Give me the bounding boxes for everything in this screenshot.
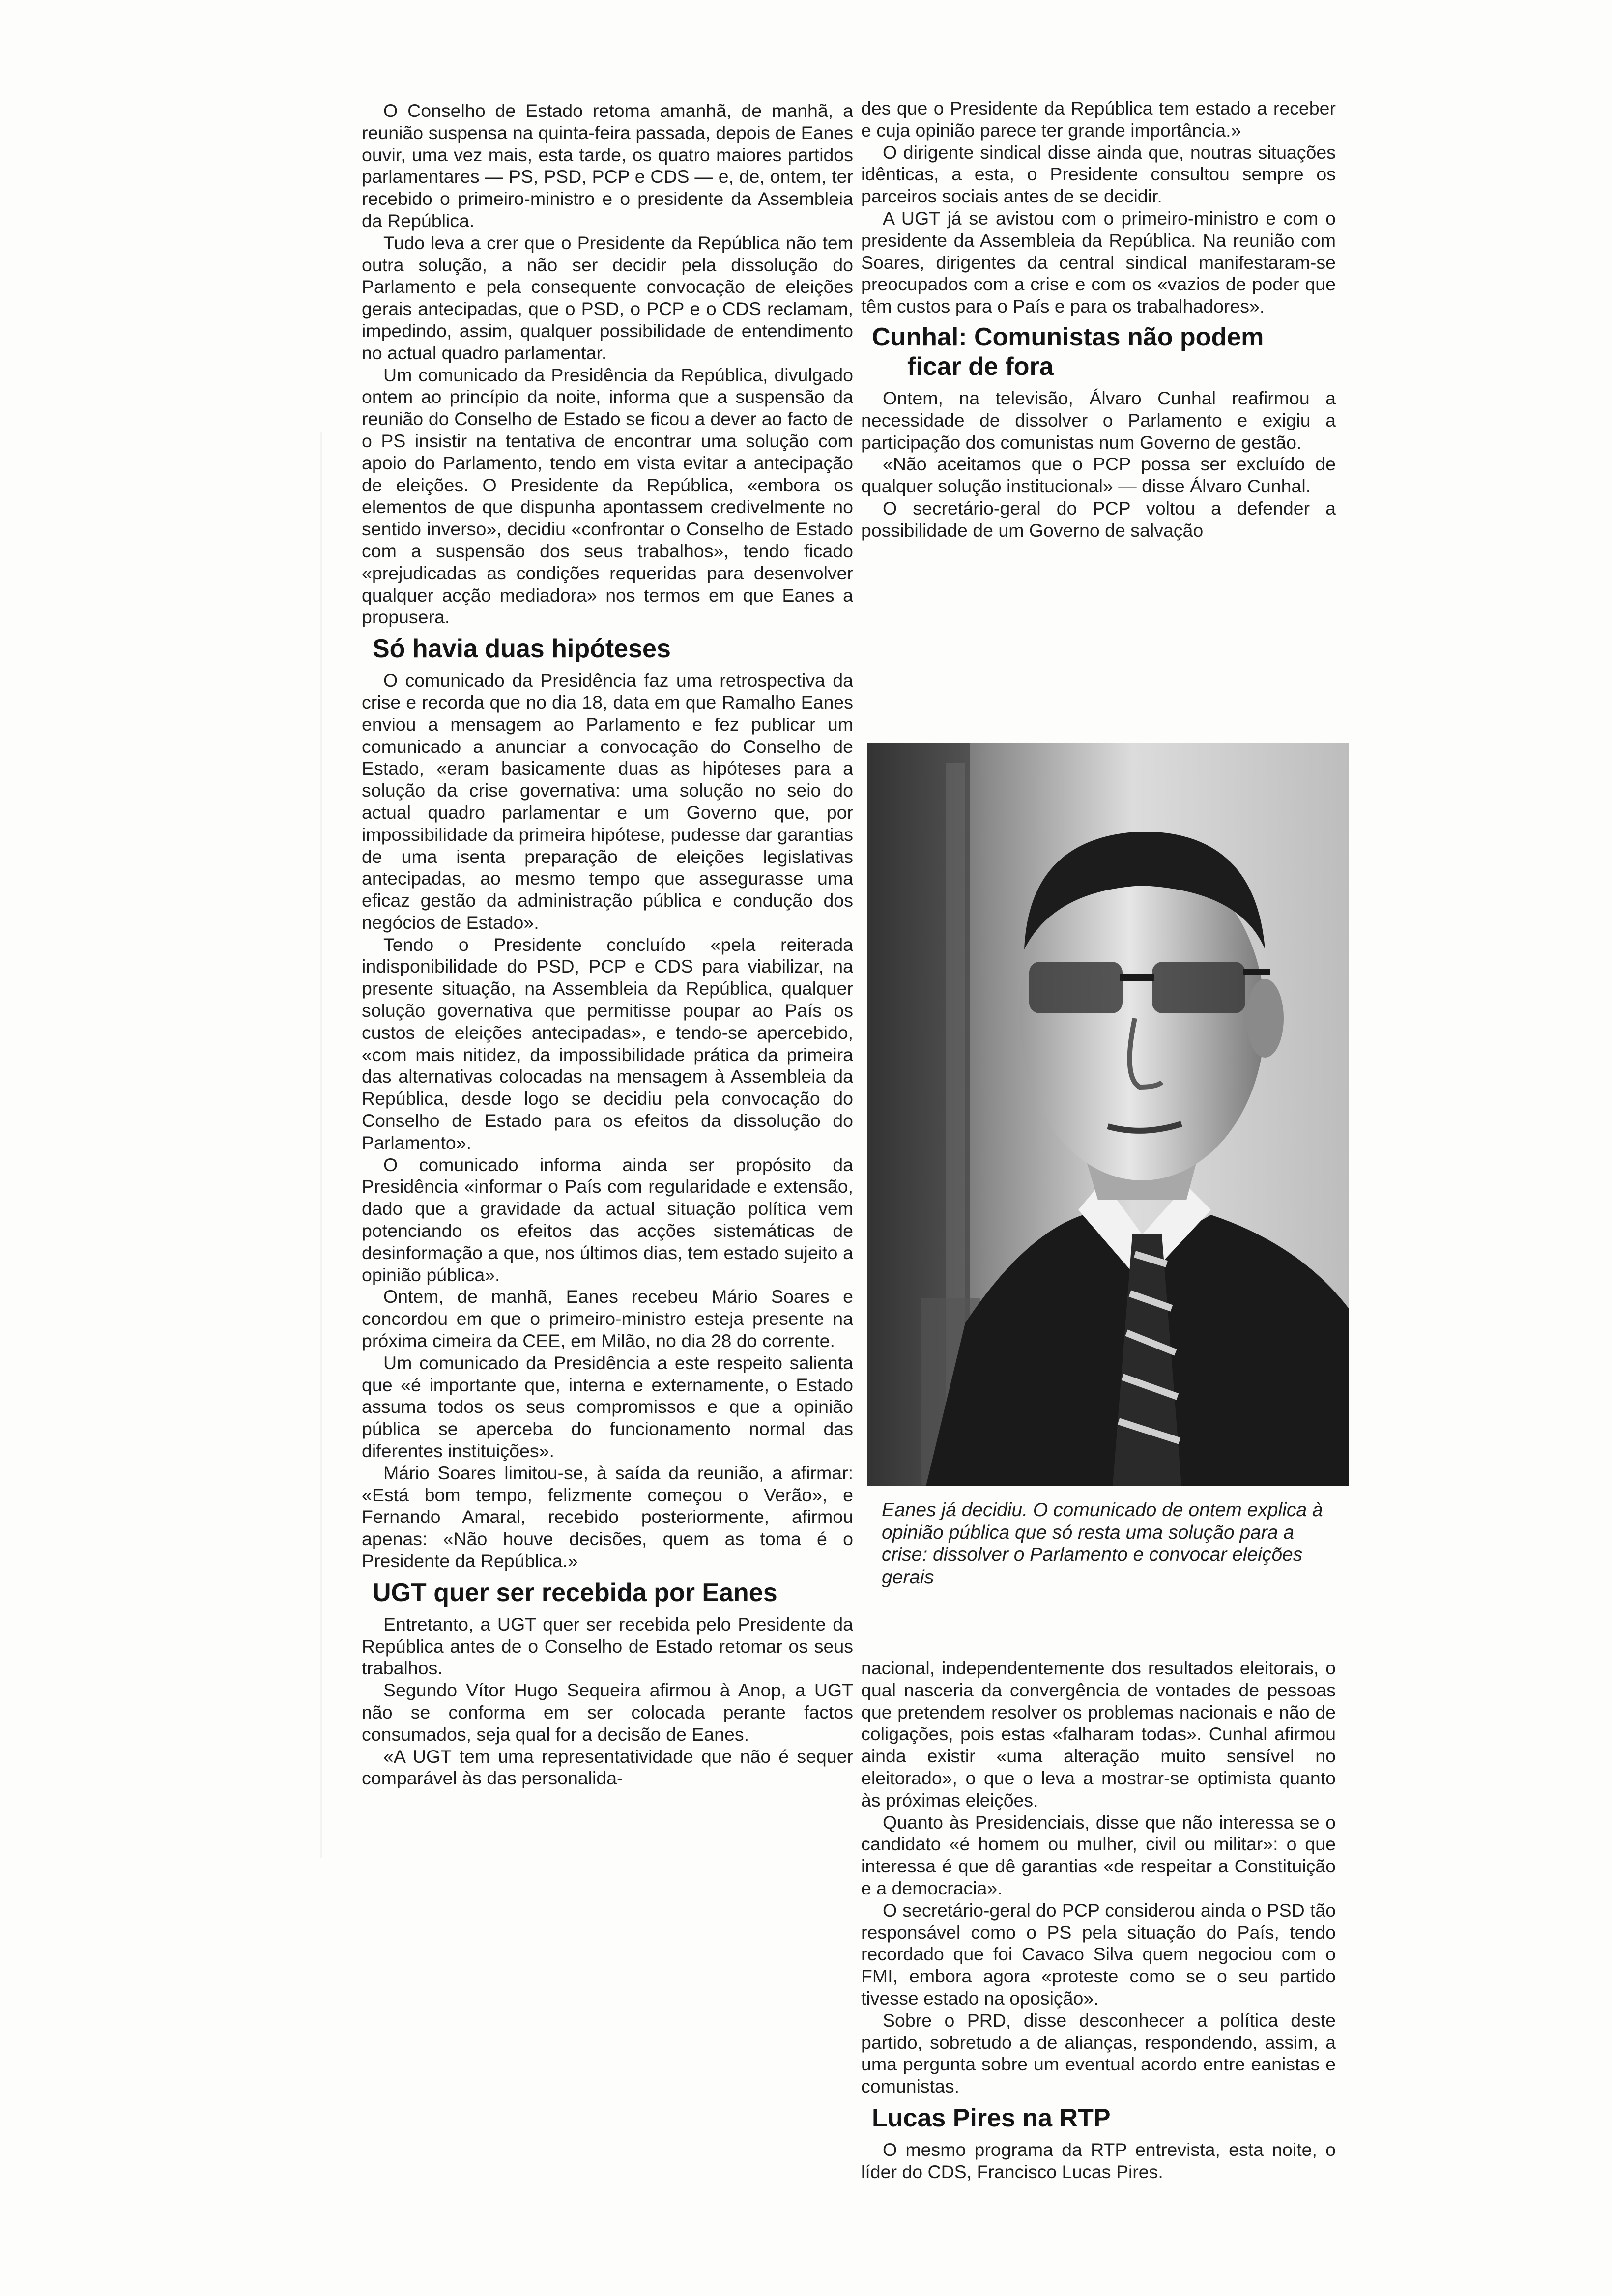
paragraph: O mesmo programa da RTP entrevista, esta noite, o líder do CDS, Francisco Lucas Pires. <box>861 2139 1336 2182</box>
paragraph: Um comunicado da Presidência a este respeito salienta que «é importante que, interna e externamente, o Estado assuma todos os seus compromissos e que a opinião pública se aperceba do funcionamento normal das diferentes instituições». <box>362 1352 853 1462</box>
subheading-hipoteses: Só havia duas hipóteses <box>373 634 671 663</box>
subheading-lucas-pires: Lucas Pires na RTP <box>872 2103 1111 2132</box>
subheading-cunhal-line1: Cunhal: Comunistas não podem <box>872 322 1264 351</box>
subheading-cunhal-line2: ficar de fora <box>907 352 1054 381</box>
portrait-image <box>867 743 1349 1486</box>
paragraph: Tudo leva a crer que o Presidente da República não tem outra solução, a não ser decidir pela dissolução do Parlamento e pela consequente convocação de eleições gerais antecipadas, que o PSD, o PCP e o CDS reclamam, impedindo, assim, qualquer possibilidade de entendimento no actual quadro parlamentar. <box>362 232 853 363</box>
paragraph: Um comunicado da Presidência da República, divulgado ontem ao princípio da noite, informa que a suspensão da reunião do Conselho de Estado se ficou a dever ao facto de o PS insistir na tentativa de encontrar uma solução com apoio do Parlamento, tendo em vista evitar a antecipação de eleições. O Presidente da República, «embora os elementos de que dispunha apontassem credivelmente no sentido inverso», decidiu «confrontar o Conselho de Estado com a suspensão dos seus trabalhos», tendo ficado «prejudicadas as condições requeridas para desenvolver qualquer acção mediadora» nos termos em que Eanes a propusera. <box>362 364 853 628</box>
left-column <box>362 100 853 1789</box>
paragraph: Ontem, de manhã, Eanes recebeu Mário Soares e concordou em que o primeiro-ministro esteja presente na próxima cimeira da CEE, em Milão, no dia 28 do corrente. <box>362 1286 853 1351</box>
paragraph-continued: des que o Presidente da República tem estado a receber e cuja opinião parece ter grande importância.» <box>861 98 1336 141</box>
right-column-bottom <box>861 1657 1336 2183</box>
paragraph: O comunicado informa ainda ser propósito da Presidência «informar o País com regularidade e extensão, dado que a gravidade da actual situação política vem potenciando os efeitos das acções sistemáticas de desinformação a que, nos últimos dias, tem estado sujeito a opinião pública». <box>362 1154 853 1285</box>
paragraph: O comunicado da Presidência faz uma retrospectiva da crise e recorda que no dia 18, data em que Ramalho Eanes enviou a mensagem ao Parlamento e fez publicar um comunicado a anunciar a convocação do Conselho de Estado, «eram basicamente duas as hipóteses para a solução da crise governativa: uma solução no seio do actual quadro parlamentar e um Governo que, por impossibilidade da primeira hipótese, pudesse dar garantias de uma isenta preparação de eleições legislativas antecipadas, ao mesmo tempo que assegurasse uma eficaz gestão da administração pública e condução dos negócios de Estado». <box>362 670 853 933</box>
subheading-ugt: UGT quer ser recebida por Eanes <box>373 1578 777 1607</box>
paragraph-continued: nacional, independentemente dos resultados eleitorais, o qual nasceria da convergência de vontades de pessoas que pretendem resolver os problemas nacionais e não de coligações, pois estas «falharam todas». Cunhal afirmou ainda existir «uma alteração muito sensível no eleitorado», o que o leva a mostrar-se optimista quanto às próximas eleições. <box>861 1658 1336 1810</box>
right-column-top <box>861 97 1336 542</box>
paragraph: O dirigente sindical disse ainda que, noutras situações idênticas, a esta, o Presidente consultou sempre os parceiros sociais antes de se decidir. <box>861 142 1336 207</box>
paragraph: Mário Soares limitou-se, à saída da reunião, a afirmar: «Está bom tempo, felizmente começou o Verão», e Fernando Amaral, recebido posteriormente, afirmou apenas: «Não houve decisões, quem as toma é o Presidente da República.» <box>362 1462 853 1571</box>
scan-margin-shadow <box>320 432 322 1858</box>
paragraph: Segundo Vítor Hugo Sequeira afirmou à Anop, a UGT não se conforma em ser colocada perante factos consumados, seja qual for a decisão de Eanes. <box>362 1680 853 1745</box>
paragraph: Tendo o Presidente concluído «pela reiterada indisponibilidade do PSD, PCP e CDS para viabilizar, na presente situação, na Assembleia da República, qualquer solução governativa que permitisse poupar ao País os custos de eleições antecipadas», e tendo-se apercebido, «com mais nitidez, da impossibilidade prática da primeira das alternativas colocadas na mensagem à Assembleia da República, desde logo se decidiu pela convocação do Conselho de Estado para os efeitos da dissolução do Parlamento». <box>362 934 853 1153</box>
portrait-photo <box>867 743 1349 1486</box>
paragraph: Sobre o PRD, disse desconhecer a política deste partido, sobretudo a de alianças, respondendo, assim, a uma pergunta sobre um eventual acordo entre eanistas e comunistas. <box>861 2009 1336 2097</box>
paragraph: O Conselho de Estado retoma amanhã, de manhã, a reunião suspensa na quinta-feira passada, depois de Eanes ouvir, uma vez mais, esta tarde, os quatro maiores partidos parlamentares — PS, PSD, PCP e CDS — e, de, ontem, ter recebido o primeiro-ministro e o presidente da Assembleia da República. <box>362 100 853 231</box>
subheading-cunhal <box>872 322 1336 381</box>
paragraph: O secretário-geral do PCP considerou ainda o PSD tão responsável como o PS pela situação do País, tendo recordado que foi Cavaco Silva quem negociou com o FMI, embora agora «proteste como se o seu partido tivesse estado na oposição». <box>861 1899 1336 2009</box>
paragraph: Entretanto, a UGT quer ser recebida pelo Presidente da República antes de o Conselho de Estado retomar os seus trabalhos. <box>362 1613 853 1679</box>
paragraph: A UGT já se avistou com o primeiro-ministro e com o presidente da Assembleia da República. Na reunião com Soares, dirigentes da central sindical manifestaram-se preocupados com a crise e com os «vazios de poder que têm custos para o País e para os trabalhadores». <box>861 207 1336 317</box>
paragraph: «A UGT tem uma representatividade que não é sequer comparável às das personalida- <box>362 1746 853 1789</box>
paragraph: O secretário-geral do PCP voltou a defender a possibilidade de um Governo de salvação <box>861 497 1336 541</box>
paragraph: Ontem, na televisão, Álvaro Cunhal reafirmou a necessidade de dissolver o Parlamento e exigiu a participação dos comunistas num Governo de gestão. <box>861 387 1336 453</box>
paragraph: Quanto às Presidenciais, disse que não interessa se o candidato «é homem ou mulher, civil ou militar»: o que interessa é que dê garantias «de respeitar a Constituição e a democracia». <box>861 1811 1336 1898</box>
paragraph: «Não aceitamos que o PCP possa ser excluído de qualquer solução institucional» — disse Álvaro Cunhal. <box>861 454 1336 497</box>
photo-caption: Eanes já decidiu. O comunicado de ontem explica à opinião pública que só resta uma solução para a crise: dissolver o Parlamento e convocar eleições gerais <box>882 1499 1323 1588</box>
